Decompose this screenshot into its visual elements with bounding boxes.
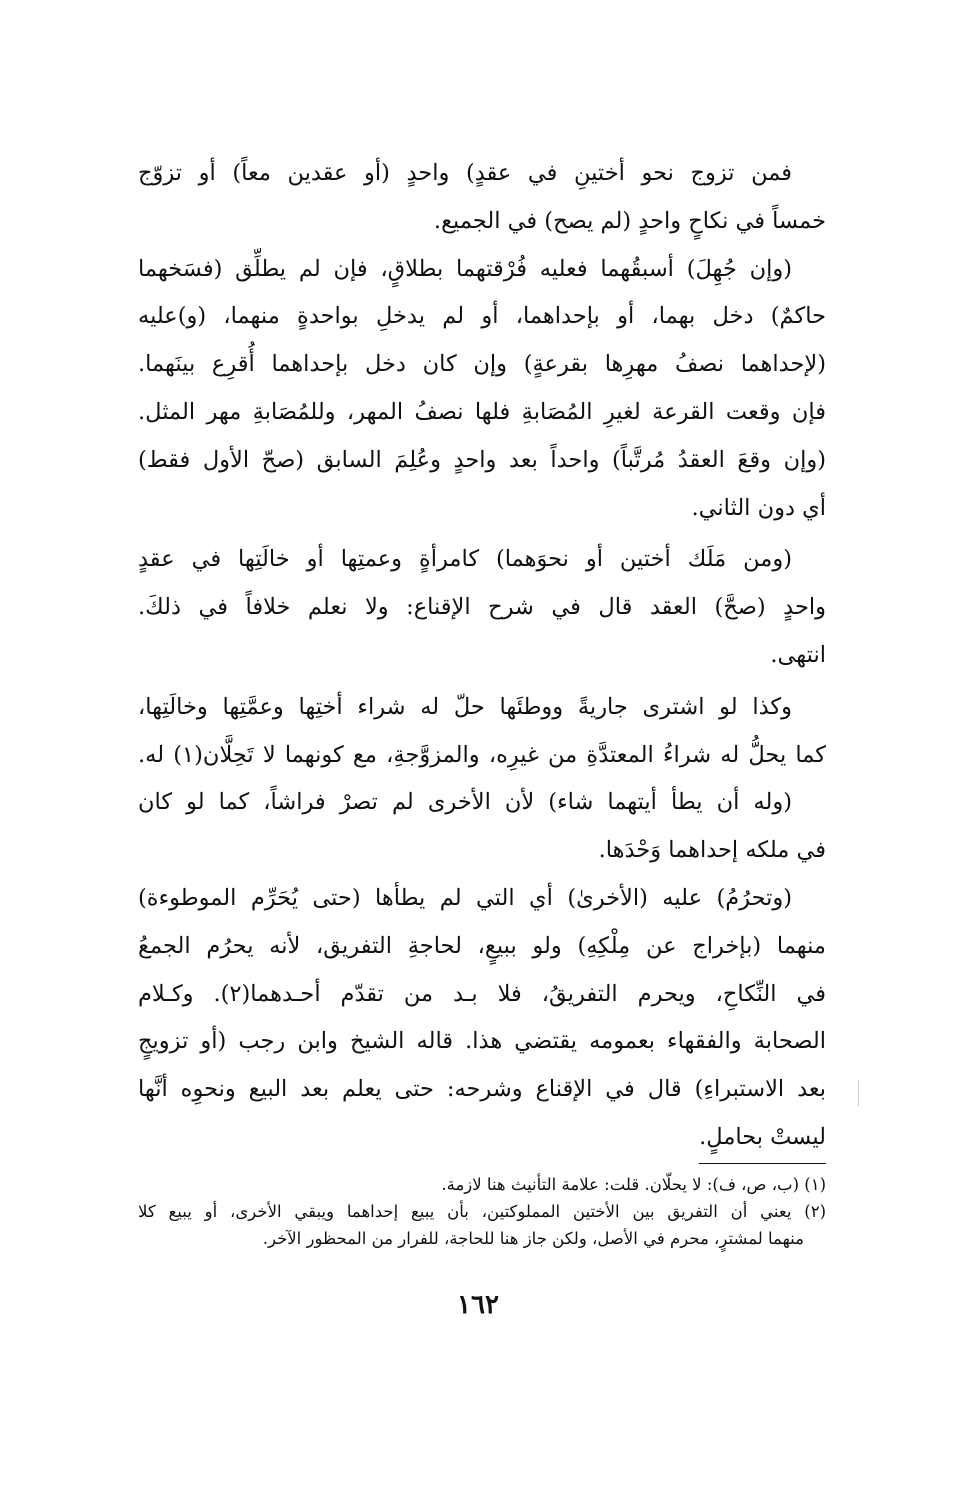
text-line: (وتحرُمُ) عليه (الأخرىٰ) أي التي لم يطأها (حتى يُحَرِّم الموطوءة) (138, 884, 792, 911)
main-text (138, 150, 826, 1162)
text-line: أي دون الثاني. (691, 494, 826, 521)
text-line: (وإن جُهِلَ) أسبقُهما فعليه فُرْقتهما بطلاقٍ، فإن لم يطلِّق (فسَخهما (138, 255, 792, 282)
footnote-separator (699, 1163, 826, 1164)
text-line: ليستْ بحاملٍ. (699, 1123, 826, 1150)
text-line: (لإحداهما نصفُ مهرِها بقرعةٍ) وإن كان دخل بإحداهما أُقرِع بينَهما. (138, 351, 826, 378)
text-line: فإن وقعت القرعة لغيرِ المُصَابةِ فلها نصفُ المهر، وللمُصَابةِ مهر المثل. (138, 398, 826, 425)
text-line: (وله أن يطأ أيتهما شاء) لأن الأخرى لم تصرْ فراشاً، كما لو كان (138, 789, 792, 816)
footnote-2-line-1: (٢) يعني أن التفريق بين الأختين المملوكتين، بأن يبيع إحداهما ويبقي الأخرى، أو يبيع كلا (138, 1202, 826, 1221)
page-number: ١٦٢ (457, 1290, 499, 1320)
text-line: في النِّكاحِ، ويحرم التفريقُ، فلا بـد من تقدّم أحـدهما(٢). وكـلام (138, 980, 826, 1007)
text-line: بعد الاستبراءِ) قال في الإقناع وشرحه: حتى يعلم بعد البيع ونحوِه أنَّها (138, 1076, 826, 1103)
text-line: واحدٍ (صحَّ) العقد قال في شرح الإقناع: ولا نعلم خلافاً في ذلكَ. (138, 594, 826, 621)
text-line: خمساً في نكاحٍ واحدٍ (لم يصح) في الجميع. (433, 207, 826, 234)
footnote-1: (١) (ب، ص، ف): لا يحلّان. قلت: علامة التأنيث هنا لازمة. (441, 1175, 826, 1194)
text-line: حاكمٌ) دخل بهما، أو بإحداهما، أو لم يدخلِ بواحدةٍ منهما، (و)عليه (138, 303, 826, 330)
footnote-2-line-2: منهما لمشترٍ، محرم في الأصل، ولكن جاز هنا للحاجة، للفرار من المحظور الآخر. (262, 1229, 804, 1248)
text-line: وكذا لو اشترى جاريةً ووطئَها حلّ له شراء أختِها وعمَّتِها وخالَتِها، (138, 693, 792, 720)
text-line: (وإن وقعَ العقدُ مُرتَّباً) واحداً بعد واحدٍ وعُلِمَ السابق (صحّ الأول فقط) (138, 446, 826, 473)
text-line: فمن تزوج نحو أختينِ في عقدٍ) واحدٍ (أو عقدين معاً) أو تزوّج (138, 160, 792, 186)
text-line: الصحابة والفقهاء بعمومه يقتضي هذا. قاله الشيخ وابن رجب (أو تزويجٍ (138, 1028, 826, 1055)
text-line: كما يحلُّ له شراءُ المعتدَّةِ من غيرِه، والمزوَّجةِ، مع كونهما لا تَحِلَّان(١) له. (138, 741, 826, 768)
text-line: انتهى. (770, 641, 826, 668)
footnotes (138, 1171, 826, 1252)
text-line: في ملكه إحداهما وَحْدَها. (598, 837, 826, 864)
margin-mark (858, 1080, 859, 1106)
text-line: منهما (بإخراج عن مِلْكِهِ) ولو ببيعٍ، لحاجةِ التفريق، لأنه يحرُم الجمعُ (138, 932, 826, 959)
text-line: (ومن مَلَك أختين أو نحوَهما) كامرأةٍ وعمتِها أو خالَتِها في عقدٍ (138, 546, 792, 573)
